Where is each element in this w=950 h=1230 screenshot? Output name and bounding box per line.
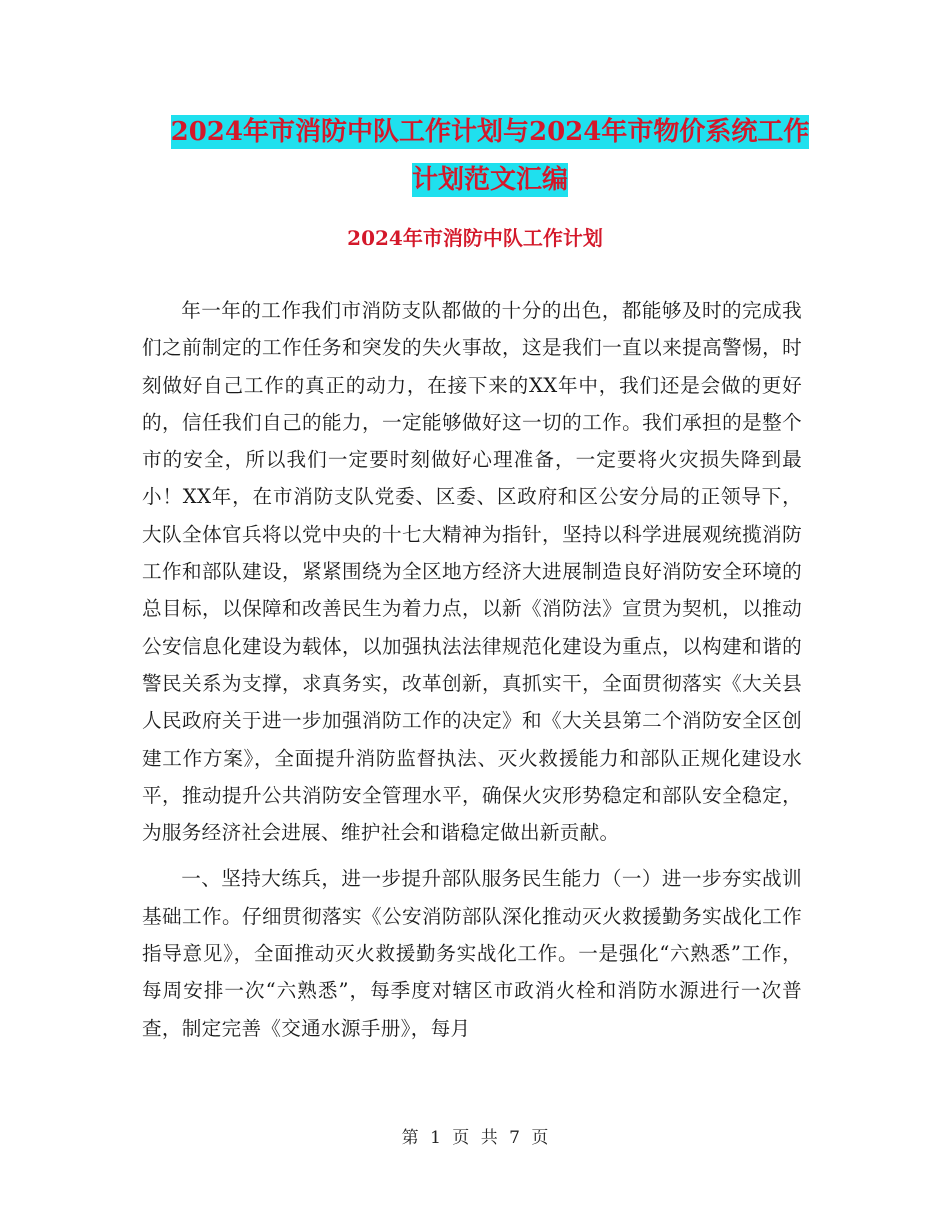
paragraph-1: 年一年的工作我们市消防支队都做的十分的出色，都能够及时的完成我们之前制定的工作任务和突发的失火事故，这是我们一直以来提高警惕，时刻做好自己工作的真正的动力，在接下来的XX年中，我们还是会做的更好的，信任我们自己的能力，一定能够做好这一切的工作。我们承担的是整个市的安全，所以我们一定要时刻做好心理准备，一定要将火灾损失降到最小！XX年，在市消防支队党委、区委、区政府和区公安分局的正领导下，大队全体官兵将以党中央的十七大精神为指针，坚持以科学进展观统揽消防工作和部队建设，紧紧围绕为全区地方经济大进展制造良好消防安全环境的总目标，以保障和改善民生为着力点，以新《消防法》宣贯为契机，以推动公安信息化建设为载体，以加强执法法律规范化建设为重点，以构建和谐的警民关系为支撑，求真务实，改革创新，真抓实干，全面贯彻落实《大关县人民政府关于进一步加强消防工作的决定》和《大关县第二个消防安全区创建工作方案》，全面提升消防监督执法、灭火救援能力和部队正规化建设水平，推动提升公共消防安全管理水平，确保火灾形势稳定和部队安全稳定，为服务经济社会进展、维护社会和谐稳定做出新贡献。: [142, 299, 802, 845]
page-footer: 第 1 页 共 7 页: [401, 1128, 549, 1148]
section-title: 2024年市消防中队工作计划: [347, 226, 603, 250]
document-title-line-1: 2024年市消防中队工作计划与2024年市物价系统工作: [170, 117, 810, 147]
document-title: [140, 108, 840, 204]
body-text: [142, 292, 802, 1056]
paragraph-2: 一、坚持大练兵，进一步提升部队服务民生能力（一）进一步夯实战训基础工作。仔细贯彻落实《公安消防部队深化推动灭火救援勤务实战化工作指导意见》，全面推动灭火救援勤务实战化工作。一是强化“六熟悉”工作，每周安排一次“六熟悉”，每季度对辖区市政消火栓和消防水源进行一次普查，制定完善《交通水源手册》，每月: [142, 867, 802, 1040]
document-title-line-2: 计划范文汇编: [411, 165, 568, 195]
